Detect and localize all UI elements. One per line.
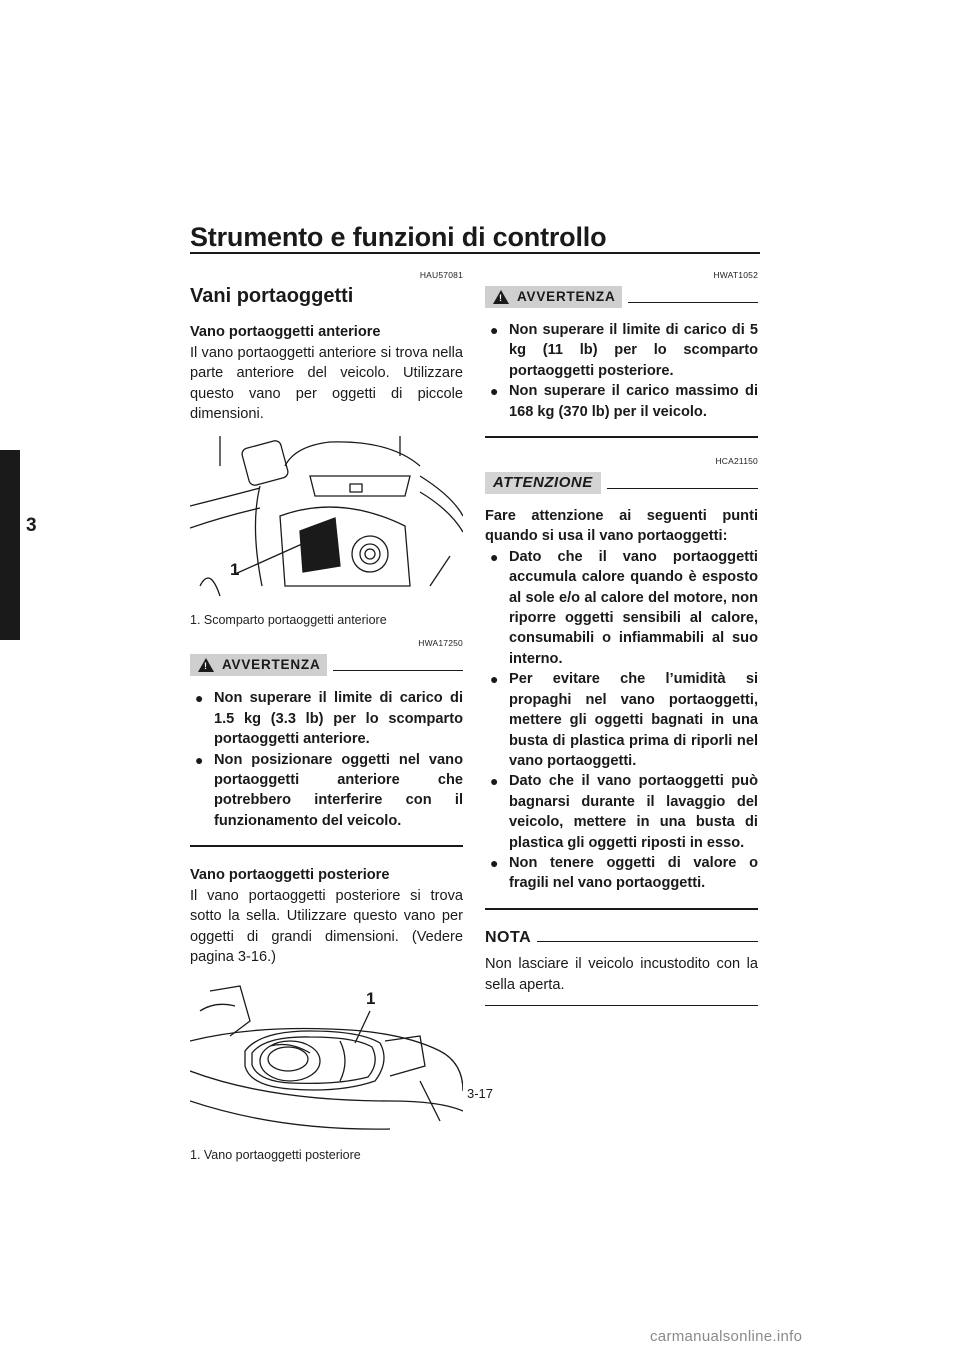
warning-end-rule-right — [485, 436, 758, 438]
nota-header-rule — [537, 941, 758, 942]
rear-storage-drawing — [190, 981, 463, 1141]
fig2-callout: 1 — [366, 989, 376, 1009]
bullet-icon: ● — [490, 322, 499, 338]
bullet-icon: ● — [490, 671, 499, 688]
left-column — [190, 270, 463, 1163]
warning-header-rule-right — [628, 302, 758, 303]
warning-triangle-icon: ! — [493, 290, 509, 304]
warning-code: HWA17250 — [418, 638, 463, 649]
fig1-caption: 1. Scomparto portaoggetti anteriore — [190, 613, 387, 628]
fig2-caption: 1. Vano portaoggetti posteriore — [190, 1148, 361, 1163]
list-item: ● Per evitare che l’umidità si propaghi nel vano portaoggetti, mettere gli oggetti bagnati in una busta di plastica prima di riporli nel vano portaoggetti. — [490, 671, 758, 769]
warning-triangle-icon: ! — [198, 658, 214, 672]
attention-intro: Fare attenzione ai seguenti punti quando si usa il vano portaoggetti: — [485, 508, 758, 545]
chapter-tab — [0, 450, 20, 640]
nota-text: Non lasciare il veicolo incustodito con la sella aperta. — [485, 956, 758, 993]
attention-end-rule — [485, 908, 758, 910]
rear-storage-heading: Vano portaoggetti posteriore — [190, 867, 390, 884]
warning-header-right — [485, 286, 758, 308]
warning-badge-right — [485, 286, 622, 308]
bullet-icon: ● — [490, 548, 499, 565]
attention-badge: ATTENZIONE — [485, 472, 601, 494]
attention-list — [485, 547, 758, 894]
front-storage-heading: Vano portaoggetti anteriore — [190, 324, 381, 341]
list-item: ● Non superare il limite di carico di 1.5 kg (3.3 lb) per lo scomparto portaoggetti anteriore. — [195, 690, 463, 748]
front-storage-drawing — [190, 436, 463, 606]
right-column — [485, 270, 758, 1024]
warning-header — [190, 654, 463, 676]
warning-label: AVVERTENZA — [222, 657, 321, 673]
rear-storage-illustration — [190, 981, 463, 1141]
warning-label-right: AVVERTENZA — [517, 288, 616, 304]
page-title: Strumento e funzioni di controllo — [190, 222, 607, 252]
warning-end-rule — [190, 845, 463, 847]
nota-end-rule — [485, 1005, 758, 1006]
chapter-number: 3 — [26, 515, 37, 536]
list-item: ● Non tenere oggetti di valore o fragili nel vano portaoggetti. — [490, 854, 758, 892]
list-item: ● Non superare il limite di carico di 5 kg (11 lb) per lo scomparto portaoggetti posteriore. — [490, 322, 758, 379]
list-item: ● Non superare il carico massimo di 168 kg (370 lb) per il veicolo. — [490, 383, 758, 420]
bullet-icon: ● — [195, 690, 204, 707]
list-item: ● Dato che il vano portaoggetti può bagnarsi durante il lavaggio del veicolo, mettere in una busta di plastica gli oggetti riposti in esso. — [490, 773, 758, 851]
front-storage-illustration — [190, 436, 463, 606]
bullet-icon: ● — [490, 773, 499, 790]
nota-label: NOTA — [485, 928, 532, 946]
bullet-icon: ● — [490, 854, 499, 871]
bullet-icon: ● — [490, 383, 499, 400]
warning-list-right — [485, 320, 758, 422]
list-item: ● Dato che il vano portaoggetti accumula calore quando è esposto al sole e/o al calore del motore, non riporre oggetti sensibili al calore, consumabili o infiammabili al suo interno. — [490, 548, 758, 667]
attention-code: HCA21150 — [715, 456, 758, 467]
warning-badge — [190, 654, 327, 676]
front-storage-text: Il vano portaoggetti anteriore si trova nella parte anteriore del veicolo. Utilizzare questo vano per oggetti di piccole dimensioni. — [190, 344, 463, 423]
list-item: ● Non posizionare oggetti nel vano portaoggetti anteriore che potrebbero interferire con il funzionamento del veicolo. — [195, 751, 463, 829]
attention-header — [485, 472, 758, 494]
section-code: HAU57081 — [419, 270, 463, 280]
page-number: 3-17 — [466, 1086, 494, 1101]
bullet-icon: ● — [195, 751, 204, 768]
watermark: carmanualsonline.info — [650, 1328, 803, 1345]
nota-header — [485, 928, 758, 948]
rear-storage-text: Il vano portaoggetti posteriore si trova sotto la sella. Utilizzare questo vano per oggetti di grandi dimensioni. (Vedere pagina 3-16.) — [190, 887, 463, 965]
warning-list — [190, 688, 463, 831]
section-title: Vani portaoggetti — [190, 285, 354, 307]
fig1-callout: 1 — [230, 560, 240, 580]
warning-header-rule — [333, 670, 463, 671]
attention-header-rule — [607, 488, 758, 489]
warning-code-right: HWAT1052 — [713, 270, 758, 280]
title-rule — [190, 252, 760, 254]
